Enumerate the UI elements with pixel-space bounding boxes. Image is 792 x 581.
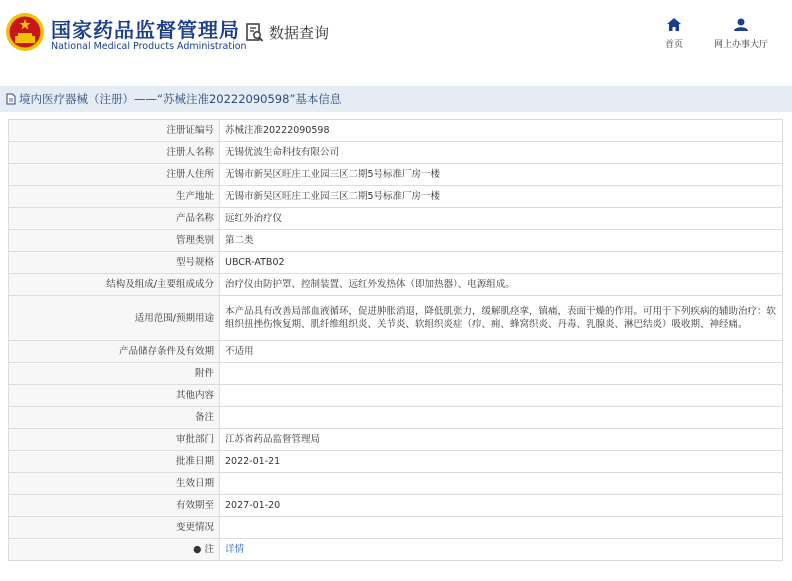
- field-value: 不适用: [220, 341, 783, 363]
- field-label: 注册人名称: [9, 142, 220, 164]
- field-label: 结构及组成/主要组成成分: [9, 274, 220, 296]
- field-label: 附件: [9, 363, 220, 385]
- table-row: [9, 385, 783, 407]
- field-label: 生产地址: [9, 186, 220, 208]
- field-label: 备注: [9, 407, 220, 429]
- field-label: 注册人住所: [9, 164, 220, 186]
- site-header: [0, 0, 792, 72]
- note-bullet-icon: ●: [193, 544, 205, 555]
- registration-info-table: [8, 119, 783, 561]
- table-row: [9, 142, 783, 164]
- table-row: [9, 252, 783, 274]
- field-value: 无锡市新吴区旺庄工业园三区二期5号标准厂房一楼: [220, 164, 783, 186]
- table-row: [9, 120, 783, 142]
- note-value-cell: [220, 539, 783, 561]
- table-row: [9, 539, 783, 561]
- field-value: [220, 517, 783, 539]
- table-row: [9, 495, 783, 517]
- field-value: 本产品具有改善局部血液循环，促进肿胀消退，降低肌张力，缓解肌痉挛，镇痛，表面干燥的作用。可用于下列疾病的辅助治疗：软组织扭挫伤恢复期、肌纤维组织炎、关节炎、软组织炎症（疖、痈、蜂窝织炎、丹毒、乳腺炎、淋巴结炎）吸收期、神经痛。: [220, 296, 783, 341]
- field-label: 审批部门: [9, 429, 220, 451]
- org-name-cn: 国家药品监督管理局: [51, 18, 240, 42]
- field-value: 苏械注准20222090598: [220, 120, 783, 142]
- field-label: 其他内容: [9, 385, 220, 407]
- field-value: 无锡市新吴区旺庄工业园三区二期5号标准厂房一楼: [220, 186, 783, 208]
- data-query-title: [246, 22, 329, 43]
- document-search-icon: [246, 23, 264, 43]
- table-row: [9, 451, 783, 473]
- table-row: [9, 208, 783, 230]
- field-label: 适用范围/预期用途: [9, 296, 220, 341]
- section-title: 数据查询: [269, 24, 330, 42]
- table-row: [9, 186, 783, 208]
- field-label: 生效日期: [9, 473, 220, 495]
- document-icon: [6, 93, 16, 105]
- field-value: [220, 473, 783, 495]
- table-row: [9, 517, 783, 539]
- table-row: [9, 407, 783, 429]
- field-value: 第二类: [220, 230, 783, 252]
- table-row: [9, 473, 783, 495]
- field-value: 无锡优波生命科技有限公司: [220, 142, 783, 164]
- user-icon: [734, 18, 748, 31]
- field-label: 有效期至: [9, 495, 220, 517]
- field-value: 远红外治疗仪: [220, 208, 783, 230]
- field-label: 产品储存条件及有效期: [9, 341, 220, 363]
- national-emblem-icon: [5, 12, 45, 52]
- field-label: 变更情况: [9, 517, 220, 539]
- field-value: 江苏省药品监督管理局: [220, 429, 783, 451]
- field-label: 批准日期: [9, 451, 220, 473]
- field-label: 管理类别: [9, 230, 220, 252]
- table-row: [9, 429, 783, 451]
- table-row: [9, 341, 783, 363]
- nav-home-label: 首页: [664, 40, 683, 50]
- field-value: [220, 363, 783, 385]
- org-name-en: National Medical Products Administration: [51, 41, 247, 52]
- field-value: 2027-01-20: [220, 495, 783, 517]
- breadcrumb-text: 境内医疗器械（注册）——“苏械注准20222090598”基本信息: [19, 92, 342, 106]
- field-value: 2022-01-21: [220, 451, 783, 473]
- field-label: 型号规格: [9, 252, 220, 274]
- table-row: [9, 230, 783, 252]
- table-row: [9, 363, 783, 385]
- note-label-cell: [9, 539, 220, 561]
- field-label: 产品名称: [9, 208, 220, 230]
- table-row: [9, 164, 783, 186]
- details-link[interactable]: 详情: [225, 544, 245, 555]
- nav-online-hall[interactable]: [705, 18, 777, 50]
- field-label: 注: [204, 544, 214, 555]
- field-value: [220, 407, 783, 429]
- field-value: 治疗仪由防护罩、控制装置、远红外发热体（即加热器）、电源组成。: [220, 274, 783, 296]
- field-value: [220, 385, 783, 407]
- table-row: [9, 274, 783, 296]
- nav-online-hall-label: 网上办事大厅: [713, 40, 768, 50]
- nav-home[interactable]: [656, 18, 692, 50]
- table-row: [9, 296, 783, 341]
- field-label: 注册证编号: [9, 120, 220, 142]
- home-icon: [667, 18, 681, 31]
- field-value: UBCR-ATB02: [220, 252, 783, 274]
- breadcrumb: [0, 86, 792, 112]
